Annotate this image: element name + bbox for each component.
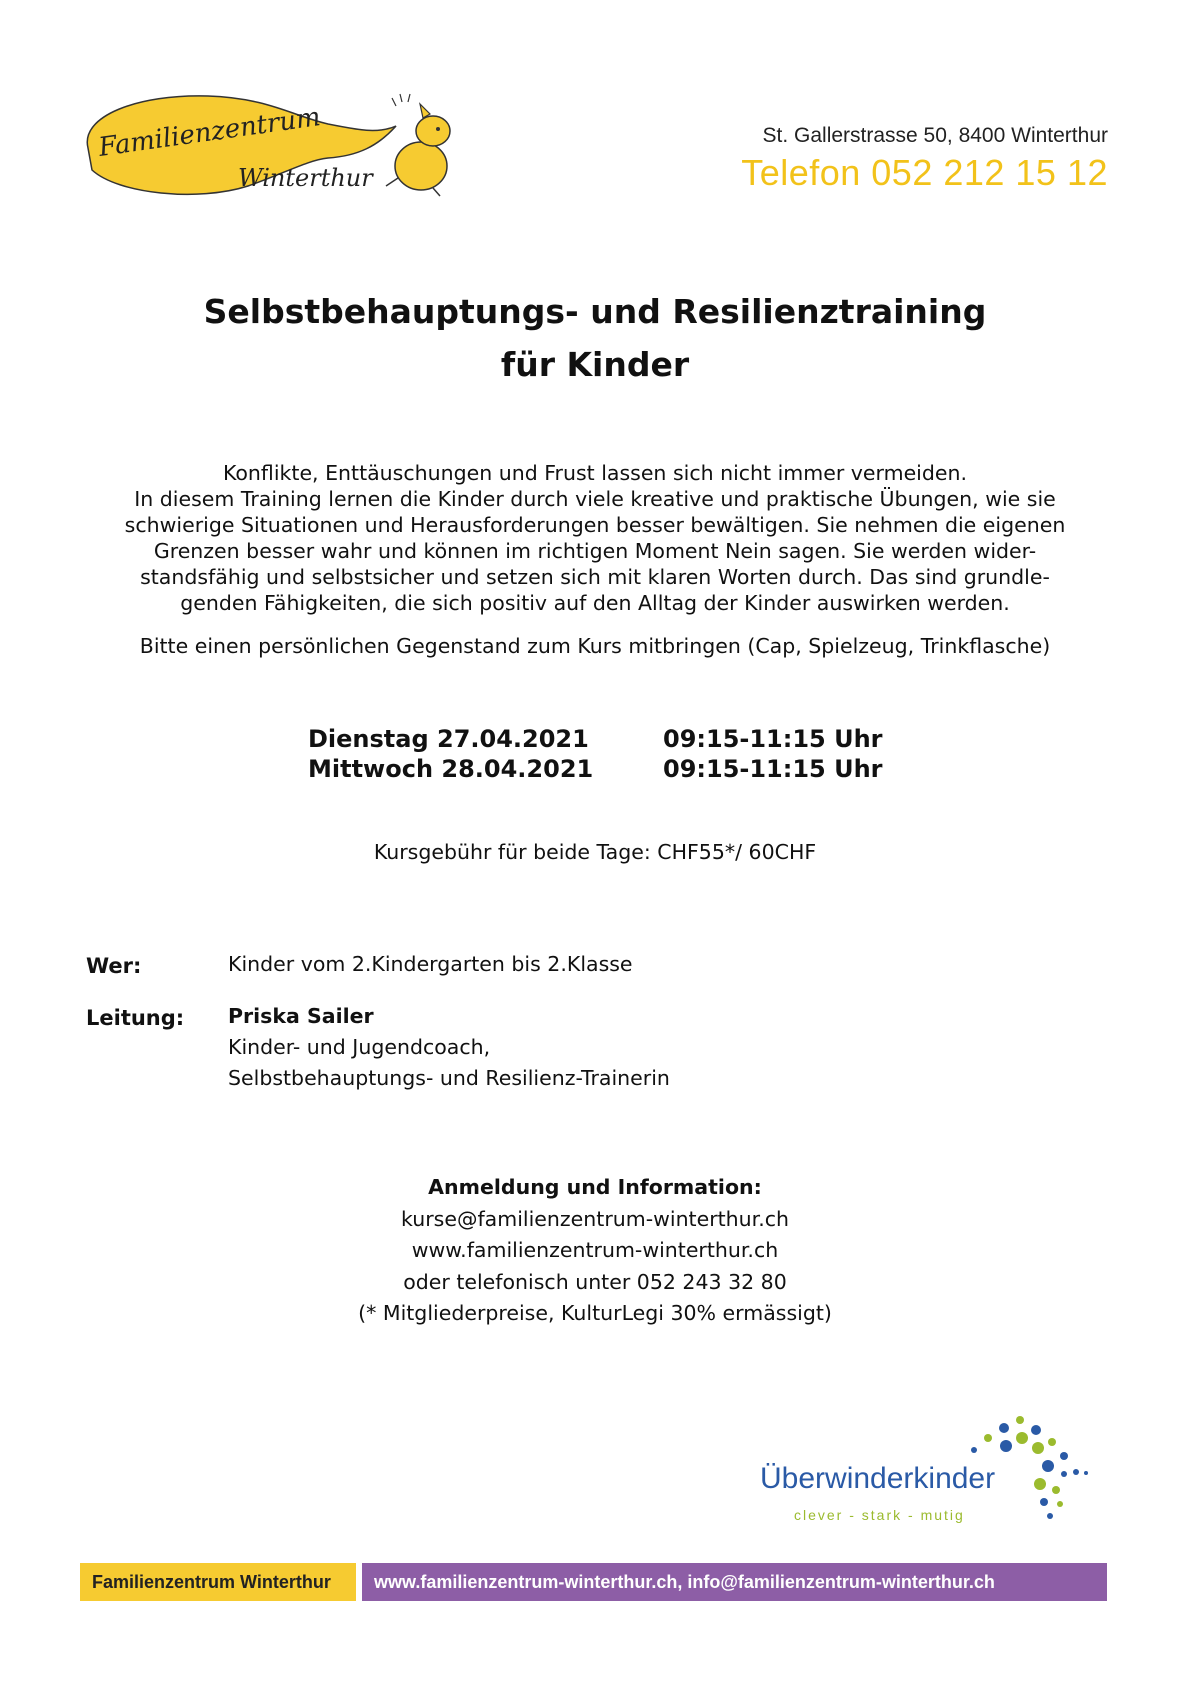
- intro-line: Konflikte, Enttäuschungen und Frust lassen sich nicht immer vermeiden.: [222, 461, 968, 485]
- logo-text-main: Familienzentrum: [96, 102, 323, 163]
- schedule-day: Mittwoch 28.04.2021: [308, 755, 594, 783]
- who-label: Wer:: [86, 954, 142, 978]
- schedule: [308, 724, 883, 784]
- lead-role: Kinder- und Jugendcoach,: [228, 1035, 491, 1059]
- lead-role: Selbstbehauptungs- und Resilienz-Trainerin: [228, 1066, 670, 1090]
- header-phone: Telefon 052 212 15 12: [741, 152, 1108, 193]
- contact-block: [0, 1172, 1190, 1330]
- intro-text: [80, 460, 1110, 616]
- contact-note: (* Mitgliederpreise, KulturLegi 30% ermässigt): [358, 1301, 832, 1325]
- contact-heading: Anmeldung und Information:: [428, 1175, 762, 1199]
- lead-label: Leitung:: [86, 1006, 185, 1030]
- contact-web-link[interactable]: www.familienzentrum-winterthur.ch: [411, 1238, 779, 1262]
- intro-line: standsfähig und selbstsicher und setzen sich mit klaren Worten durch. Das sind grundle-: [140, 565, 1050, 589]
- contact-email-link[interactable]: kurse@familienzentrum-winterthur.ch: [401, 1206, 789, 1231]
- footer-left-text: Familienzentrum Winterthur: [92, 1572, 331, 1592]
- partner-logo-tagline: clever - stark - mutig: [794, 1507, 965, 1523]
- schedule-row: [308, 754, 883, 784]
- schedule-time: 09:15-11:15 Uhr: [663, 725, 883, 753]
- title-line-1: Selbstbehauptungs- und Resilienztraining: [203, 292, 987, 331]
- schedule-time: 09:15-11:15 Uhr: [663, 755, 883, 783]
- intro-line: genden Fähigkeiten, die sich positiv auf den Alltag der Kinder auswirken werden.: [180, 591, 1010, 615]
- schedule-day: Dienstag 27.04.2021: [308, 725, 589, 753]
- contact-phone: oder telefonisch unter 052 243 32 80: [403, 1269, 787, 1294]
- intro-line: Grenzen besser wahr und können im richtigen Moment Nein sagen. Sie werden wider-: [153, 539, 1037, 563]
- title-line-2: für Kinder: [500, 345, 690, 384]
- who-value: Kinder vom 2.Kindergarten bis 2.Klasse: [228, 952, 633, 976]
- logo-text-sub: Winterthur: [238, 164, 373, 192]
- squirrel-icon: [386, 94, 450, 196]
- bring-note: Bitte einen persönlichen Gegenstand zum Kurs mitbringen (Cap, Spielzeug, Trinkflasche): [139, 634, 1051, 658]
- familienzentrum-logo: [78, 86, 478, 206]
- lead-name: Priska Sailer: [228, 1004, 374, 1028]
- intro-line: schwierige Situationen und Herausforderungen besser bewältigen. Sie nehmen die eigenen: [124, 513, 1066, 537]
- partner-logo-name: Überwinderkinder: [760, 1462, 996, 1495]
- schedule-row: [308, 724, 883, 754]
- intro-line: In diesem Training lernen die Kinder durch viele kreative und praktische Übungen, wie sie: [134, 487, 1056, 511]
- lead-value: [228, 1001, 670, 1094]
- ueberwinderkinder-logo: [760, 1408, 1100, 1538]
- footer-right-link[interactable]: www.familienzentrum-winterthur.ch, info@familienzentrum-winterthur.ch: [374, 1572, 995, 1592]
- header-address: St. Gallerstrasse 50, 8400 Winterthur: [762, 124, 1108, 147]
- course-fee: Kursgebühr für beide Tage: CHF55*/ 60CHF: [373, 840, 817, 864]
